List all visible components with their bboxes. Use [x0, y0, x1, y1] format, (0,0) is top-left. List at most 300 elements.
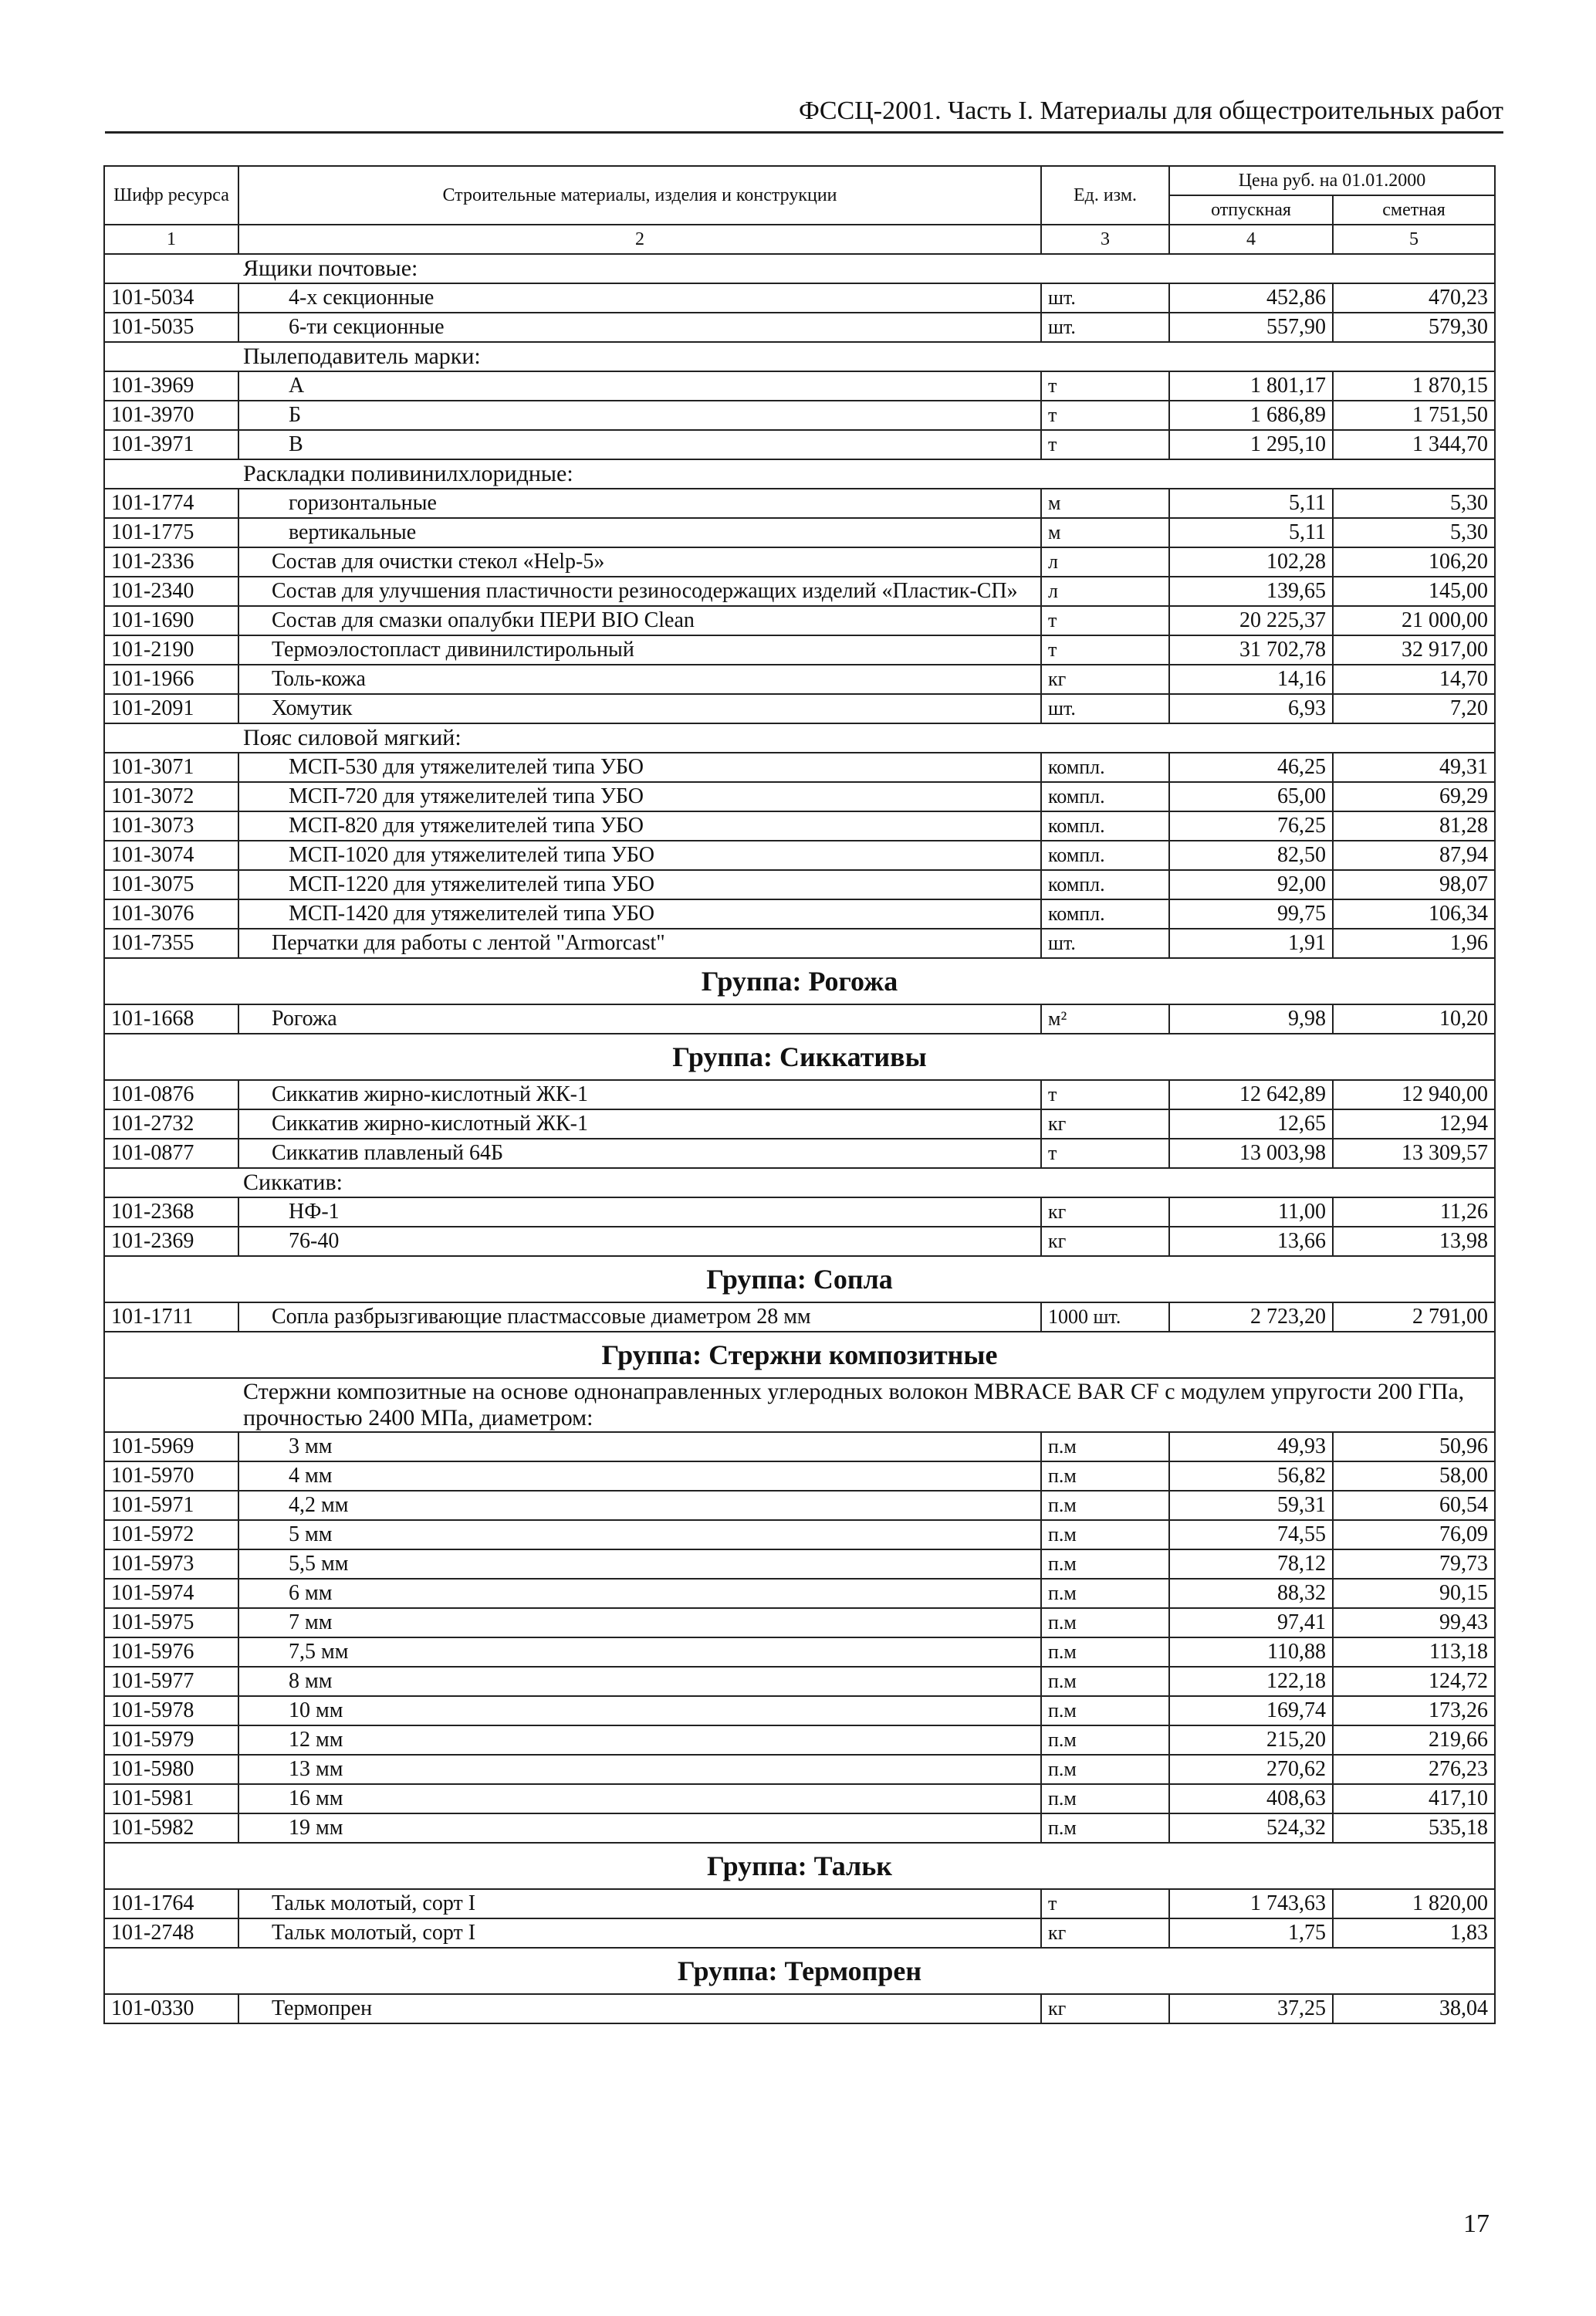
material-name: 4-х секционные: [238, 283, 1041, 313]
material-name: Толь-кожа: [238, 665, 1041, 694]
release-price: 11,00: [1169, 1197, 1333, 1227]
estimate-price: 49,31: [1333, 753, 1495, 782]
material-name: горизонтальные: [238, 489, 1041, 518]
table-row: [104, 518, 1495, 547]
column-number: 1: [104, 225, 238, 254]
material-name: Тальк молотый, сорт I: [238, 1918, 1041, 1948]
resource-code: 101-2748: [104, 1918, 238, 1948]
resource-code: 101-5034: [104, 283, 238, 313]
material-name: 16 мм: [238, 1784, 1041, 1813]
material-name: МСП-820 для утяжелителей типа УБО: [238, 811, 1041, 841]
resource-code: 101-3076: [104, 899, 238, 929]
price-table: [103, 165, 1496, 2024]
resource-code: 101-5978: [104, 1696, 238, 1725]
unit-of-measure: п.м: [1041, 1755, 1169, 1784]
resource-code: 101-1668: [104, 1004, 238, 1034]
material-name: 5,5 мм: [238, 1549, 1041, 1579]
unit-of-measure: п.м: [1041, 1432, 1169, 1461]
table-row: [104, 1889, 1495, 1918]
estimate-price: 38,04: [1333, 1994, 1495, 2023]
group-heading: Группа: Стержни композитные: [104, 1332, 1495, 1378]
section-heading: Сиккатив:: [238, 1168, 1495, 1197]
release-price: 13,66: [1169, 1227, 1333, 1256]
release-price: 1,91: [1169, 929, 1333, 958]
material-name: 76-40: [238, 1227, 1041, 1256]
estimate-price: 81,28: [1333, 811, 1495, 841]
resource-code: 101-2190: [104, 635, 238, 665]
release-price: 14,16: [1169, 665, 1333, 694]
empty-cell: [104, 723, 238, 753]
group-heading: Группа: Термопрен: [104, 1948, 1495, 1994]
empty-cell: [104, 1168, 238, 1197]
resource-code: 101-0876: [104, 1080, 238, 1109]
section-heading: Пояс силовой мягкий:: [238, 723, 1495, 753]
release-price: 31 702,78: [1169, 635, 1333, 665]
material-name: Термоэлостопласт дивинилстирольный: [238, 635, 1041, 665]
material-name: Рогожа: [238, 1004, 1041, 1034]
unit-of-measure: компл.: [1041, 753, 1169, 782]
unit-of-measure: п.м: [1041, 1813, 1169, 1843]
document-header: [105, 91, 1503, 134]
resource-code: 101-5976: [104, 1637, 238, 1667]
material-name: В: [238, 430, 1041, 459]
estimate-price: 1 870,15: [1333, 371, 1495, 401]
estimate-price: 1 751,50: [1333, 401, 1495, 430]
header-price: Цена руб. на 01.01.2000: [1169, 166, 1495, 195]
table-row: [104, 1197, 1495, 1227]
release-price: 74,55: [1169, 1520, 1333, 1549]
table-row: [104, 1784, 1495, 1813]
release-price: 408,63: [1169, 1784, 1333, 1813]
unit-of-measure: шт.: [1041, 694, 1169, 723]
resource-code: 101-1775: [104, 518, 238, 547]
release-price: 46,25: [1169, 753, 1333, 782]
resource-code: 101-1711: [104, 1302, 238, 1332]
estimate-price: 106,34: [1333, 899, 1495, 929]
material-name: А: [238, 371, 1041, 401]
unit-of-measure: шт.: [1041, 929, 1169, 958]
material-name: 7,5 мм: [238, 1637, 1041, 1667]
resource-code: 101-5970: [104, 1461, 238, 1491]
release-price: 59,31: [1169, 1491, 1333, 1520]
group-heading: Группа: Сопла: [104, 1256, 1495, 1302]
group-heading: Группа: Сиккативы: [104, 1034, 1495, 1080]
resource-code: 101-0330: [104, 1994, 238, 2023]
resource-code: 101-3074: [104, 841, 238, 870]
unit-of-measure: кг: [1041, 1994, 1169, 2023]
estimate-price: 98,07: [1333, 870, 1495, 899]
unit-of-measure: т: [1041, 1139, 1169, 1168]
empty-cell: [104, 1378, 238, 1432]
estimate-price: 11,26: [1333, 1197, 1495, 1227]
unit-of-measure: п.м: [1041, 1549, 1169, 1579]
estimate-price: 106,20: [1333, 547, 1495, 577]
estimate-price: 1,96: [1333, 929, 1495, 958]
table-row: [104, 694, 1495, 723]
unit-of-measure: т: [1041, 401, 1169, 430]
resource-code: 101-5981: [104, 1784, 238, 1813]
unit-of-measure: п.м: [1041, 1725, 1169, 1755]
group-heading-row: [104, 1332, 1495, 1378]
estimate-price: 5,30: [1333, 489, 1495, 518]
resource-code: 101-3073: [104, 811, 238, 841]
header-release-price: отпускная: [1169, 195, 1333, 225]
release-price: 6,93: [1169, 694, 1333, 723]
resource-code: 101-2340: [104, 577, 238, 606]
unit-of-measure: л: [1041, 547, 1169, 577]
material-name: 5 мм: [238, 1520, 1041, 1549]
release-price: 92,00: [1169, 870, 1333, 899]
material-name: 12 мм: [238, 1725, 1041, 1755]
resource-code: 101-7355: [104, 929, 238, 958]
group-heading-row: [104, 1256, 1495, 1302]
release-price: 13 003,98: [1169, 1139, 1333, 1168]
resource-code: 101-3075: [104, 870, 238, 899]
unit-of-measure: п.м: [1041, 1637, 1169, 1667]
material-name: 13 мм: [238, 1755, 1041, 1784]
material-name: МСП-1220 для утяжелителей типа УБО: [238, 870, 1041, 899]
release-price: 1 295,10: [1169, 430, 1333, 459]
release-price: 56,82: [1169, 1461, 1333, 1491]
unit-of-measure: кг: [1041, 1197, 1169, 1227]
release-price: 452,86: [1169, 283, 1333, 313]
section-heading-row: [104, 254, 1495, 283]
resource-code: 101-3072: [104, 782, 238, 811]
table-row: [104, 1080, 1495, 1109]
release-price: 9,98: [1169, 1004, 1333, 1034]
resource-code: 101-1764: [104, 1889, 238, 1918]
release-price: 5,11: [1169, 518, 1333, 547]
estimate-price: 32 917,00: [1333, 635, 1495, 665]
release-price: 1 686,89: [1169, 401, 1333, 430]
column-number: 3: [1041, 225, 1169, 254]
resource-code: 101-1966: [104, 665, 238, 694]
resource-code: 101-1774: [104, 489, 238, 518]
estimate-price: 417,10: [1333, 1784, 1495, 1813]
table-row: [104, 547, 1495, 577]
resource-code: 101-5972: [104, 1520, 238, 1549]
estimate-price: 124,72: [1333, 1667, 1495, 1696]
document-title: ФССЦ-2001. Часть I. Материалы для общестроительных работ: [799, 96, 1503, 125]
resource-code: 101-5973: [104, 1549, 238, 1579]
table-row: [104, 1227, 1495, 1256]
estimate-price: 69,29: [1333, 782, 1495, 811]
material-name: НФ-1: [238, 1197, 1041, 1227]
table-body: [104, 254, 1495, 2023]
release-price: 78,12: [1169, 1549, 1333, 1579]
material-name: 6-ти секционные: [238, 313, 1041, 342]
material-name: Перчатки для работы с лентой "Armorcast": [238, 929, 1041, 958]
table-row: [104, 899, 1495, 929]
table-row: [104, 665, 1495, 694]
material-name: МСП-530 для утяжелителей типа УБО: [238, 753, 1041, 782]
unit-of-measure: п.м: [1041, 1579, 1169, 1608]
empty-cell: [104, 459, 238, 489]
table-row: [104, 753, 1495, 782]
release-price: 5,11: [1169, 489, 1333, 518]
table-row: [104, 1491, 1495, 1520]
unit-of-measure: компл.: [1041, 782, 1169, 811]
resource-code: 101-5035: [104, 313, 238, 342]
table-row: [104, 929, 1495, 958]
release-price: 76,25: [1169, 811, 1333, 841]
material-name: Тальк молотый, сорт I: [238, 1889, 1041, 1918]
table-row: [104, 401, 1495, 430]
estimate-price: 14,70: [1333, 665, 1495, 694]
estimate-price: 145,00: [1333, 577, 1495, 606]
estimate-price: 7,20: [1333, 694, 1495, 723]
unit-of-measure: п.м: [1041, 1696, 1169, 1725]
release-price: 82,50: [1169, 841, 1333, 870]
column-number: 4: [1169, 225, 1333, 254]
table-row: [104, 577, 1495, 606]
unit-of-measure: п.м: [1041, 1784, 1169, 1813]
table-row: [104, 635, 1495, 665]
header-estimate-price: сметная: [1333, 195, 1495, 225]
section-heading-row: [104, 459, 1495, 489]
unit-of-measure: компл.: [1041, 841, 1169, 870]
material-name: Состав для очистки стекол «Help-5»: [238, 547, 1041, 577]
table-row: [104, 489, 1495, 518]
material-name: Термопрен: [238, 1994, 1041, 2023]
resource-code: 101-0877: [104, 1139, 238, 1168]
table-row: [104, 1579, 1495, 1608]
release-price: 139,65: [1169, 577, 1333, 606]
section-heading: Пылеподавитель марки:: [238, 342, 1495, 371]
material-name: 4,2 мм: [238, 1491, 1041, 1520]
table-row: [104, 283, 1495, 313]
resource-code: 101-5979: [104, 1725, 238, 1755]
release-price: 2 723,20: [1169, 1302, 1333, 1332]
release-price: 110,88: [1169, 1637, 1333, 1667]
release-price: 12,65: [1169, 1109, 1333, 1139]
unit-of-measure: кг: [1041, 665, 1169, 694]
unit-of-measure: 1000 шт.: [1041, 1302, 1169, 1332]
empty-cell: [104, 254, 238, 283]
unit-of-measure: п.м: [1041, 1461, 1169, 1491]
material-name: Сопла разбрызгивающие пластмассовые диаметром 28 мм: [238, 1302, 1041, 1332]
estimate-price: 10,20: [1333, 1004, 1495, 1034]
release-price: 215,20: [1169, 1725, 1333, 1755]
section-heading-row: [104, 1168, 1495, 1197]
estimate-price: 13 309,57: [1333, 1139, 1495, 1168]
material-name: Сиккатив жирно-кислотный ЖК-1: [238, 1109, 1041, 1139]
header-unit: Ед. изм.: [1041, 166, 1169, 225]
estimate-price: 99,43: [1333, 1608, 1495, 1637]
estimate-price: 1,83: [1333, 1918, 1495, 1948]
estimate-price: 58,00: [1333, 1461, 1495, 1491]
column-number: 5: [1333, 225, 1495, 254]
unit-of-measure: м: [1041, 518, 1169, 547]
table-row: [104, 1696, 1495, 1725]
table-row: [104, 1725, 1495, 1755]
resource-code: 101-3971: [104, 430, 238, 459]
table-row: [104, 1637, 1495, 1667]
resource-code: 101-3969: [104, 371, 238, 401]
release-price: 122,18: [1169, 1667, 1333, 1696]
release-price: 102,28: [1169, 547, 1333, 577]
estimate-price: 173,26: [1333, 1696, 1495, 1725]
table-row: [104, 1461, 1495, 1491]
resource-code: 101-2369: [104, 1227, 238, 1256]
release-price: 1 801,17: [1169, 371, 1333, 401]
section-heading: Ящики почтовые:: [238, 254, 1495, 283]
table-row: [104, 1302, 1495, 1332]
table-row: [104, 1520, 1495, 1549]
material-name: МСП-1020 для утяжелителей типа УБО: [238, 841, 1041, 870]
estimate-price: 87,94: [1333, 841, 1495, 870]
material-name: МСП-720 для утяжелителей типа УБО: [238, 782, 1041, 811]
resource-code: 101-5969: [104, 1432, 238, 1461]
section-heading: Стержни композитные на основе однонаправленных углеродных волокон MBRACE BAR CF с модулем упругости 200 ГПа, прочностью 2400 МПа, диаметром:: [238, 1378, 1495, 1432]
unit-of-measure: п.м: [1041, 1667, 1169, 1696]
material-name: Б: [238, 401, 1041, 430]
group-heading-row: [104, 1034, 1495, 1080]
material-name: 19 мм: [238, 1813, 1041, 1843]
table-row: [104, 1549, 1495, 1579]
release-price: 99,75: [1169, 899, 1333, 929]
estimate-price: 60,54: [1333, 1491, 1495, 1520]
release-price: 1,75: [1169, 1918, 1333, 1948]
group-heading-row: [104, 1948, 1495, 1994]
release-price: 12 642,89: [1169, 1080, 1333, 1109]
table-row: [104, 430, 1495, 459]
table-row: [104, 841, 1495, 870]
release-price: 65,00: [1169, 782, 1333, 811]
material-name: 3 мм: [238, 1432, 1041, 1461]
section-heading-row: [104, 1378, 1495, 1432]
empty-cell: [104, 342, 238, 371]
unit-of-measure: п.м: [1041, 1520, 1169, 1549]
estimate-price: 13,98: [1333, 1227, 1495, 1256]
material-name: МСП-1420 для утяжелителей типа УБО: [238, 899, 1041, 929]
table-row: [104, 606, 1495, 635]
estimate-price: 90,15: [1333, 1579, 1495, 1608]
estimate-price: 219,66: [1333, 1725, 1495, 1755]
material-name: 10 мм: [238, 1696, 1041, 1725]
material-name: Состав для улучшения пластичности резиносодержащих изделий «Пластик-СП»: [238, 577, 1041, 606]
estimate-price: 276,23: [1333, 1755, 1495, 1784]
estimate-price: 1 344,70: [1333, 430, 1495, 459]
resource-code: 101-2732: [104, 1109, 238, 1139]
release-price: 20 225,37: [1169, 606, 1333, 635]
table-row: [104, 1139, 1495, 1168]
resource-code: 101-5982: [104, 1813, 238, 1843]
group-heading-row: [104, 1843, 1495, 1889]
resource-code: 101-2336: [104, 547, 238, 577]
estimate-price: 5,30: [1333, 518, 1495, 547]
unit-of-measure: т: [1041, 1080, 1169, 1109]
unit-of-measure: кг: [1041, 1918, 1169, 1948]
unit-of-measure: компл.: [1041, 870, 1169, 899]
material-name: Состав для смазки опалубки ПЕРИ BIO Clean: [238, 606, 1041, 635]
table-row: [104, 1608, 1495, 1637]
release-price: 97,41: [1169, 1608, 1333, 1637]
table-row: [104, 1432, 1495, 1461]
header-name: Строительные материалы, изделия и конструкции: [238, 166, 1041, 225]
release-price: 1 743,63: [1169, 1889, 1333, 1918]
unit-of-measure: т: [1041, 635, 1169, 665]
estimate-price: 579,30: [1333, 313, 1495, 342]
table-row: [104, 870, 1495, 899]
estimate-price: 76,09: [1333, 1520, 1495, 1549]
estimate-price: 79,73: [1333, 1549, 1495, 1579]
unit-of-measure: т: [1041, 1889, 1169, 1918]
group-heading: Группа: Рогожа: [104, 958, 1495, 1004]
material-name: 8 мм: [238, 1667, 1041, 1696]
release-price: 88,32: [1169, 1579, 1333, 1608]
section-heading-row: [104, 723, 1495, 753]
unit-of-measure: п.м: [1041, 1491, 1169, 1520]
table-row: [104, 313, 1495, 342]
table-header: [104, 166, 1495, 254]
release-price: 169,74: [1169, 1696, 1333, 1725]
header-code: Шифр ресурса: [104, 166, 238, 225]
estimate-price: 12,94: [1333, 1109, 1495, 1139]
resource-code: 101-5980: [104, 1755, 238, 1784]
section-heading-row: [104, 342, 1495, 371]
estimate-price: 1 820,00: [1333, 1889, 1495, 1918]
resource-code: 101-3071: [104, 753, 238, 782]
resource-code: 101-3970: [104, 401, 238, 430]
material-name: Сиккатив жирно-кислотный ЖК-1: [238, 1080, 1041, 1109]
estimate-price: 12 940,00: [1333, 1080, 1495, 1109]
table-row: [104, 1994, 1495, 2023]
table-row: [104, 1109, 1495, 1139]
unit-of-measure: м: [1041, 489, 1169, 518]
material-name: вертикальные: [238, 518, 1041, 547]
group-heading: Группа: Тальк: [104, 1843, 1495, 1889]
unit-of-measure: м²: [1041, 1004, 1169, 1034]
table-row: [104, 371, 1495, 401]
resource-code: 101-5971: [104, 1491, 238, 1520]
column-number: 2: [238, 225, 1041, 254]
unit-of-measure: п.м: [1041, 1608, 1169, 1637]
release-price: 37,25: [1169, 1994, 1333, 2023]
material-name: 6 мм: [238, 1579, 1041, 1608]
unit-of-measure: т: [1041, 371, 1169, 401]
material-name: 7 мм: [238, 1608, 1041, 1637]
resource-code: 101-5977: [104, 1667, 238, 1696]
table-row: [104, 782, 1495, 811]
table-row: [104, 1755, 1495, 1784]
release-price: 270,62: [1169, 1755, 1333, 1784]
material-name: 4 мм: [238, 1461, 1041, 1491]
unit-of-measure: кг: [1041, 1109, 1169, 1139]
resource-code: 101-2368: [104, 1197, 238, 1227]
material-name: Сиккатив плавленый 64Б: [238, 1139, 1041, 1168]
unit-of-measure: шт.: [1041, 313, 1169, 342]
unit-of-measure: л: [1041, 577, 1169, 606]
unit-of-measure: компл.: [1041, 899, 1169, 929]
estimate-price: 535,18: [1333, 1813, 1495, 1843]
table-row: [104, 1918, 1495, 1948]
material-name: Хомутик: [238, 694, 1041, 723]
unit-of-measure: кг: [1041, 1227, 1169, 1256]
table-row: [104, 1004, 1495, 1034]
release-price: 49,93: [1169, 1432, 1333, 1461]
unit-of-measure: т: [1041, 430, 1169, 459]
table-row: [104, 1813, 1495, 1843]
page-number: 17: [1463, 2209, 1489, 2238]
resource-code: 101-5975: [104, 1608, 238, 1637]
estimate-price: 50,96: [1333, 1432, 1495, 1461]
estimate-price: 470,23: [1333, 283, 1495, 313]
section-heading: Раскладки поливинилхлоридные:: [238, 459, 1495, 489]
unit-of-measure: компл.: [1041, 811, 1169, 841]
group-heading-row: [104, 958, 1495, 1004]
unit-of-measure: шт.: [1041, 283, 1169, 313]
